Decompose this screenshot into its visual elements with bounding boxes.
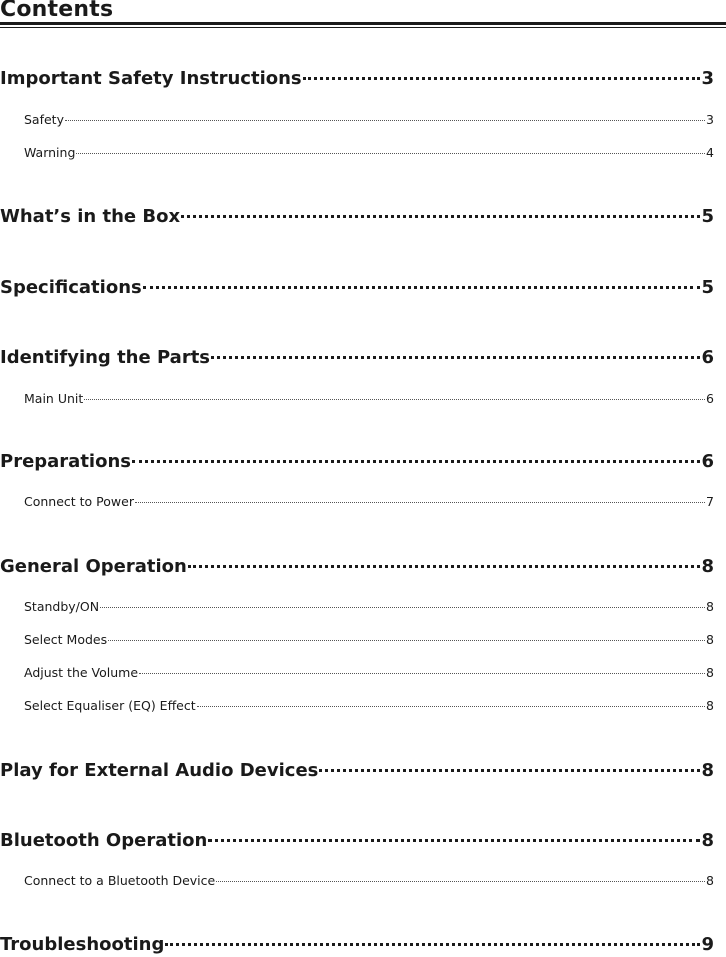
toc-item-label: Connect to Power (24, 494, 134, 509)
toc-heading-label: Play for External Audio Devices (0, 760, 319, 781)
dot-leader (165, 943, 700, 946)
dot-leader (135, 502, 705, 503)
toc-page-number: 8 (701, 830, 714, 851)
toc-heading-troubleshooting[interactable] (0, 934, 714, 955)
toc-heading-whats-in-the-box[interactable] (0, 206, 714, 227)
toc-item-standby-on[interactable] (24, 599, 714, 614)
toc-item-adjust-the-volume[interactable] (24, 665, 714, 680)
dot-leader (76, 153, 705, 154)
toc-page-number: 6 (701, 451, 714, 472)
toc-item-label: Adjust the Volume (24, 665, 139, 680)
toc-heading-label: Bluetooth Operation (0, 830, 208, 851)
dot-leader (132, 460, 700, 463)
dot-leader (188, 565, 701, 568)
toc-page-number: 7 (706, 494, 714, 509)
toc-item-main-unit[interactable] (24, 391, 714, 406)
dot-leader (108, 640, 705, 641)
toc-heading-identifying-the-parts[interactable] (0, 347, 714, 368)
toc-item-connect-to-power[interactable] (24, 494, 714, 509)
toc-item-label: Connect to a Bluetooth Device (24, 873, 216, 888)
dot-leader (319, 769, 700, 772)
toc-page-number: 8 (701, 556, 714, 577)
toc-page-number: 8 (706, 599, 714, 614)
dot-leader (84, 399, 705, 400)
toc-page-number: 8 (706, 632, 714, 647)
dot-leader (303, 77, 701, 80)
toc-item-warning[interactable] (24, 145, 714, 160)
toc-heading-label: Important Safety Instructions (0, 68, 302, 89)
toc-item-label: Main Unit (24, 391, 84, 406)
toc-page-number: 8 (706, 665, 714, 680)
dot-leader (143, 286, 701, 289)
toc-heading-play-for-external-audio-devices[interactable] (0, 760, 714, 781)
toc-heading-specifications[interactable] (0, 277, 714, 298)
toc-page-number: 3 (701, 68, 714, 89)
toc-item-select-equaliser-effect[interactable] (24, 698, 714, 713)
toc-page-number: 8 (701, 760, 714, 781)
toc-item-select-modes[interactable] (24, 632, 714, 647)
toc-heading-general-operation[interactable] (0, 556, 714, 577)
dot-leader (139, 673, 705, 674)
toc-heading-label: Troubleshooting (0, 934, 165, 955)
dot-leader (197, 706, 705, 707)
dot-leader (211, 356, 700, 359)
toc-page-number: 5 (701, 206, 714, 227)
toc-page-number: 6 (706, 391, 714, 406)
toc-item-label: Safety (24, 112, 64, 127)
toc-heading-label: What’s in the Box (0, 206, 181, 227)
dot-leader (65, 120, 705, 121)
toc-item-label: Warning (24, 145, 76, 160)
toc-heading-important-safety-instructions[interactable] (0, 68, 714, 89)
toc-item-safety[interactable] (24, 112, 714, 127)
toc-heading-label: Specifications (0, 277, 142, 298)
page-title: Contents (0, 0, 114, 22)
toc-heading-label: Preparations (0, 451, 132, 472)
toc-item-label: Select Modes (24, 632, 108, 647)
dot-leader (100, 607, 705, 608)
toc-page-number: 8 (706, 698, 714, 713)
toc-item-label: Select Equaliser (EQ) Effect (24, 698, 196, 713)
toc-heading-label: General Operation (0, 556, 187, 577)
title-rule-thick (0, 22, 726, 25)
toc-heading-preparations[interactable] (0, 451, 714, 472)
toc-page-number: 5 (701, 277, 714, 298)
toc-page-number: 4 (706, 145, 714, 160)
toc-heading-bluetooth-operation[interactable] (0, 830, 714, 851)
toc-item-connect-to-bluetooth-device[interactable] (24, 873, 714, 888)
toc-page-number: 9 (701, 934, 714, 955)
title-rule-thin (0, 27, 726, 28)
toc-item-label: Standby/ON (24, 599, 100, 614)
dot-leader (216, 881, 705, 882)
toc-heading-label: Identifying the Parts (0, 347, 211, 368)
toc-page-number: 3 (706, 112, 714, 127)
dot-leader (208, 839, 700, 842)
dot-leader (181, 215, 700, 218)
toc-page-number: 8 (706, 873, 714, 888)
toc-page-number: 6 (701, 347, 714, 368)
